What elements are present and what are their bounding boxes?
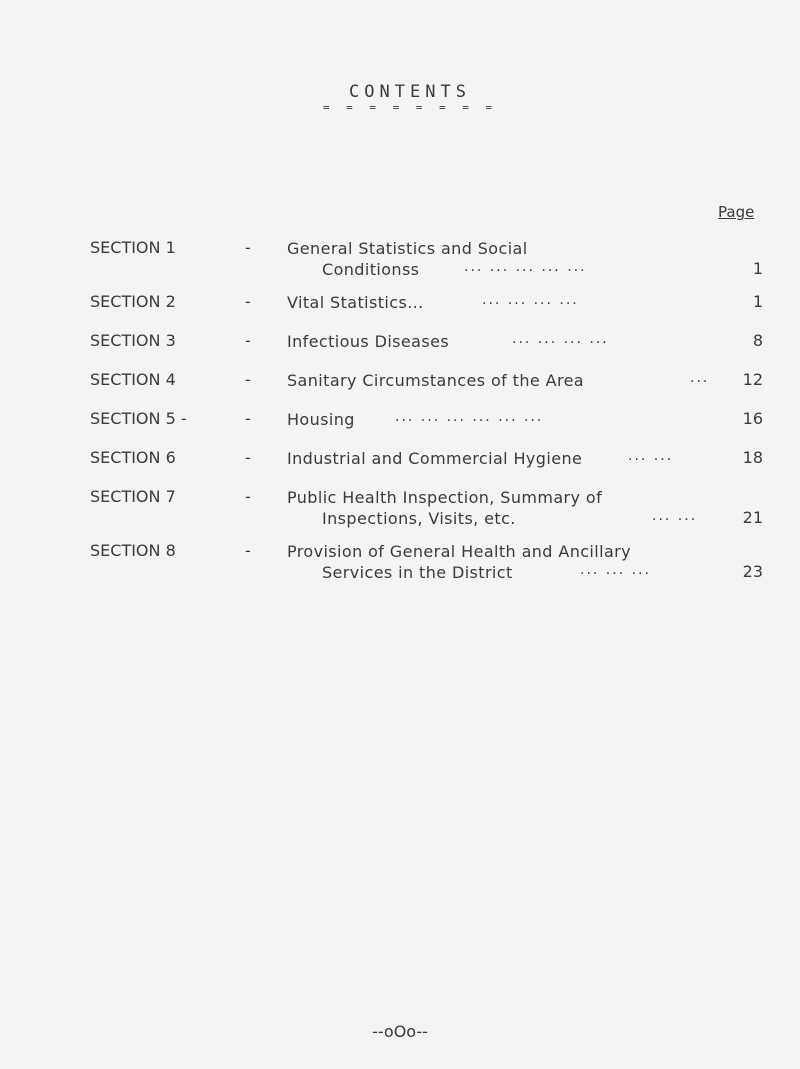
entry-title-line: Industrial and Commercial Hygiene (287, 449, 583, 468)
entry-title-line: Inspections, Visits, etc. (322, 509, 516, 528)
separator-dash: - (245, 370, 251, 389)
entry-title (287, 331, 449, 352)
dot-leader: ... ... ... ... (482, 292, 579, 308)
entry-title-line: Services in the District (322, 563, 513, 582)
entry-title (287, 448, 582, 469)
separator-dash: - (245, 238, 251, 257)
section-label: SECTION 5 - (90, 409, 187, 428)
dot-leader: ... ... ... ... (512, 331, 609, 347)
page-title: CONTENTS (349, 82, 471, 102)
entry-title-line: Public Health Inspection, Summary of (287, 488, 603, 507)
title-underline: = = = = = = = = (322, 101, 498, 114)
separator-dash: - (245, 487, 251, 506)
entry-title-line: Vital Statistics... (287, 293, 424, 312)
section-label: SECTION 7 (90, 487, 176, 506)
page-number: 8 (752, 331, 763, 350)
page-column-header: Page (718, 203, 755, 221)
section-label: SECTION 4 (90, 370, 176, 389)
separator-dash: - (245, 409, 251, 428)
dot-leader: ... (690, 370, 710, 386)
section-label: SECTION 3 (90, 331, 176, 350)
page-number: 1 (752, 259, 763, 278)
entry-title (287, 487, 602, 529)
dot-leader: ... ... (652, 508, 698, 524)
entry-title-line: General Statistics and Social (287, 239, 528, 258)
entry-title-line: Sanitary Circumstances of the Area (287, 371, 585, 390)
entry-title-line: Housing (287, 410, 355, 429)
section-label: SECTION 6 (90, 448, 176, 467)
entry-title-line: Conditionss (322, 260, 420, 279)
entry-title-line: Provision of General Health and Ancillary (287, 542, 632, 561)
page-number: 18 (742, 448, 763, 467)
page-number: 21 (742, 508, 763, 527)
section-label: SECTION 2 (90, 292, 176, 311)
entry-title (287, 409, 355, 430)
dot-leader: ... ... ... ... ... ... (395, 409, 544, 425)
section-label: SECTION 1 (90, 238, 176, 257)
entry-title-line: Infectious Diseases (287, 332, 450, 351)
dot-leader: ... ... ... (580, 562, 651, 578)
separator-dash: - (245, 541, 251, 560)
page-number: 23 (742, 562, 763, 581)
dot-leader: ... ... ... ... ... (464, 259, 587, 275)
entry-title (287, 370, 584, 391)
dot-leader: ... ... (628, 448, 674, 464)
page-number: 12 (742, 370, 763, 389)
separator-dash: - (245, 448, 251, 467)
page-number: 16 (742, 409, 763, 428)
separator-dash: - (245, 292, 251, 311)
separator-dash: - (245, 331, 251, 350)
section-label: SECTION 8 (90, 541, 176, 560)
page-number: 1 (752, 292, 763, 311)
entry-title (287, 292, 424, 313)
end-mark: --oOo-- (372, 1022, 428, 1041)
